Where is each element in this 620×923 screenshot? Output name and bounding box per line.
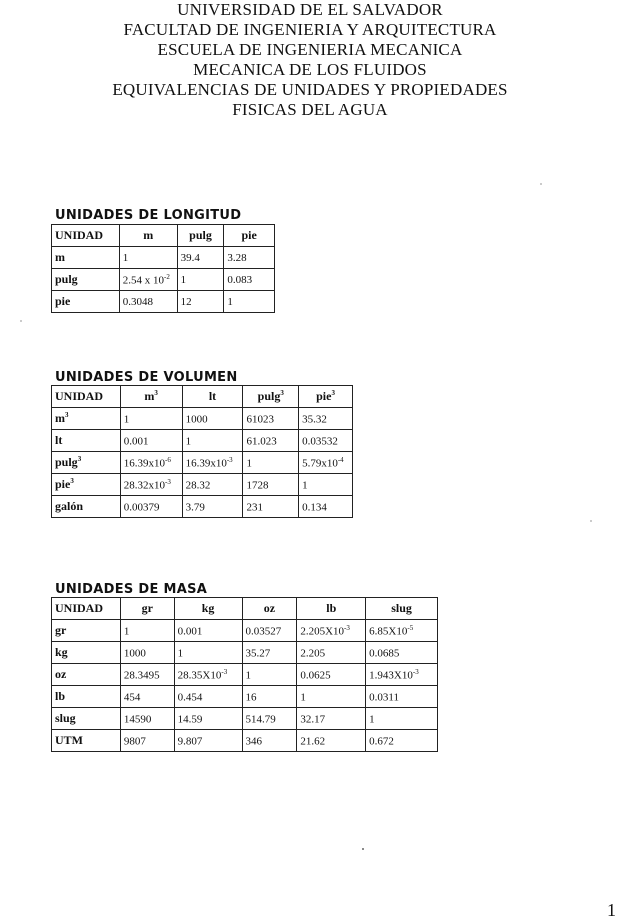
- header-line-university: UNIVERSIDAD DE EL SALVADOR: [177, 0, 443, 19]
- cell-value: 1: [369, 713, 375, 726]
- row-header-exponent: 3: [70, 477, 74, 485]
- table-longitud: [51, 224, 275, 313]
- table-cell: [299, 452, 353, 474]
- table-cell: [366, 708, 438, 730]
- table-cell: [120, 708, 174, 730]
- cell-value: 2.205X10: [300, 625, 345, 638]
- table-cell: [120, 408, 182, 430]
- cell-value: 0.00379: [123, 501, 160, 514]
- table-cell: [120, 664, 174, 686]
- row-header: UTM: [52, 730, 121, 752]
- cell-value: 0.001: [123, 435, 149, 448]
- column-header-exponent: 3: [331, 389, 335, 397]
- column-header: [299, 386, 353, 408]
- cell-value: 514.79: [245, 713, 276, 726]
- column-header: [243, 386, 299, 408]
- table-masa: [51, 597, 438, 752]
- table-cell: [120, 496, 182, 518]
- section-title-masa: UNIDADES DE MASA: [55, 582, 208, 597]
- table-cell: [297, 686, 366, 708]
- cell-exponent: -3: [412, 667, 419, 676]
- table-cell: [119, 269, 177, 291]
- row-header: gr: [52, 620, 121, 642]
- table-cell: 0.3048: [119, 291, 177, 313]
- row-header: [52, 408, 121, 430]
- column-header: lb: [297, 598, 366, 620]
- cell-value: 9.807: [177, 735, 203, 748]
- cell-value: 21.62: [300, 735, 326, 748]
- table-cell: [366, 642, 438, 664]
- column-header: pulg: [177, 225, 224, 247]
- column-header: kg: [174, 598, 242, 620]
- cell-exponent: -3: [344, 623, 350, 632]
- row-header-label: lt: [55, 433, 63, 447]
- table-row: [52, 620, 438, 642]
- column-header: UNIDAD: [52, 225, 120, 247]
- table-cell: [174, 708, 242, 730]
- cell-value: 1: [245, 669, 251, 682]
- cell-value: 1: [123, 625, 130, 638]
- cell-value: 9807: [123, 735, 146, 748]
- column-header: pie: [224, 225, 275, 247]
- table-cell: [366, 730, 438, 752]
- cell-value: 2.54 x 10: [122, 274, 164, 287]
- header-line-topic: EQUIVALENCIAS DE UNIDADES Y PROPIEDADES: [112, 80, 508, 99]
- table-header-row: [52, 386, 353, 408]
- cell-exponent: -4: [337, 455, 344, 464]
- table-cell: 1: [119, 247, 177, 269]
- cell-value: 16.39x10: [123, 457, 165, 470]
- table-cell: [174, 642, 242, 664]
- cell-exponent: -6: [164, 455, 171, 464]
- cell-value: 454: [123, 691, 141, 704]
- table-cell: 0.083: [224, 269, 275, 291]
- cell-value: 0.0685: [369, 647, 400, 660]
- table-row: [52, 474, 353, 496]
- row-header: [52, 496, 121, 518]
- column-header: oz: [242, 598, 297, 620]
- row-header-label: m: [55, 411, 65, 425]
- table-row: [52, 664, 438, 686]
- row-header: lb: [52, 686, 121, 708]
- table-cell: [297, 708, 366, 730]
- row-header: pie: [52, 291, 120, 313]
- cell-value: 28.32x10: [123, 479, 165, 492]
- scan-speck: [590, 520, 592, 522]
- column-header: [120, 386, 182, 408]
- cell-value: 1: [123, 413, 130, 426]
- table-cell: [174, 664, 242, 686]
- row-header: [52, 474, 121, 496]
- table-cell: 1: [224, 291, 275, 313]
- column-header-exponent: 3: [280, 389, 284, 397]
- cell-value: 5.79x10: [302, 457, 338, 470]
- cell-value: 0.672: [369, 735, 394, 748]
- table-cell: [120, 642, 174, 664]
- cell-exponent: -3: [221, 667, 228, 676]
- table-row: [52, 430, 353, 452]
- table-cell: [120, 730, 174, 752]
- table-row: [52, 408, 353, 430]
- row-header-label: pulg: [55, 455, 78, 469]
- cell-value: 28.32: [185, 479, 211, 492]
- section-title-volumen: UNIDADES DE VOLUMEN: [55, 370, 238, 385]
- table-cell: [297, 642, 366, 664]
- header-line-subtopic: FISICAS DEL AGUA: [232, 100, 388, 119]
- table-cell: [297, 620, 366, 642]
- table-cell: [182, 408, 243, 430]
- column-header-exponent: 3: [154, 389, 158, 397]
- scan-speck: [362, 848, 364, 850]
- table-cell: [299, 496, 353, 518]
- table-cell: [243, 408, 299, 430]
- cell-value: 1: [302, 479, 308, 492]
- column-header: UNIDAD: [52, 598, 121, 620]
- cell-value: 61.023: [246, 435, 277, 448]
- cell-value: 1: [246, 457, 252, 470]
- table-cell: [299, 408, 353, 430]
- cell-value: 0.0311: [369, 691, 399, 704]
- table-volumen: [51, 385, 353, 518]
- table-cell: [243, 452, 299, 474]
- table-cell: 1: [177, 269, 224, 291]
- table-cell: [242, 686, 297, 708]
- column-header-label: pulg: [257, 389, 281, 403]
- table-cell: [242, 730, 297, 752]
- table-cell: [174, 686, 242, 708]
- table-cell: [120, 474, 182, 496]
- page-number: 1: [607, 900, 616, 920]
- cell-value: 1: [185, 435, 192, 448]
- table-cell: [182, 496, 243, 518]
- table-header-row: [52, 225, 275, 247]
- table-row: [52, 269, 275, 291]
- cell-value: 35.27: [245, 647, 271, 660]
- table-cell: [243, 430, 299, 452]
- column-header-label: m: [144, 389, 155, 403]
- cell-value: 28.35X10: [177, 669, 222, 682]
- cell-exponent: -2: [164, 272, 170, 281]
- table-cell: [243, 496, 299, 518]
- table-cell: [297, 730, 366, 752]
- cell-value: 0.03527: [245, 625, 282, 638]
- cell-value: 1.943X10: [369, 669, 413, 682]
- table-cell: [174, 620, 242, 642]
- table-row: [52, 708, 438, 730]
- table-cell: [297, 664, 366, 686]
- row-header-label: galón: [55, 499, 84, 513]
- row-header: kg: [52, 642, 121, 664]
- table-cell: [120, 430, 182, 452]
- cell-value: 28.3495: [123, 669, 160, 682]
- table-cell: [242, 642, 297, 664]
- row-header: [52, 430, 121, 452]
- row-header: pulg: [52, 269, 120, 291]
- column-header: slug: [366, 598, 438, 620]
- table-row: [52, 730, 438, 752]
- table-row: [52, 686, 438, 708]
- table-cell: [242, 620, 297, 642]
- cell-value: 231: [246, 501, 263, 514]
- table-cell: [366, 620, 438, 642]
- table-cell: [299, 430, 353, 452]
- scan-speck: [540, 183, 542, 185]
- column-header-label: pie: [316, 389, 332, 403]
- cell-value: 3.79: [185, 501, 205, 514]
- table-cell: [120, 620, 174, 642]
- row-header-exponent: 3: [77, 455, 82, 463]
- table-cell: [182, 474, 243, 496]
- table-header-row: [52, 598, 438, 620]
- cell-value: 2.205: [300, 647, 326, 660]
- table-cell: 12: [177, 291, 224, 313]
- cell-value: 14.59: [177, 713, 203, 726]
- table-cell: 3.28: [224, 247, 275, 269]
- cell-value: 0.03532: [302, 435, 338, 448]
- table-cell: [182, 452, 243, 474]
- cell-value: 1000: [185, 413, 208, 426]
- cell-value: 16.39x10: [185, 457, 227, 470]
- cell-exponent: -5: [407, 623, 414, 632]
- row-header: [52, 452, 121, 474]
- cell-value: 1728: [246, 479, 269, 492]
- scan-speck: [20, 320, 22, 322]
- cell-value: 1000: [123, 647, 146, 660]
- table-cell: [174, 730, 242, 752]
- column-header: lt: [182, 386, 243, 408]
- cell-value: 0.454: [177, 691, 203, 704]
- cell-value: 16: [245, 691, 257, 704]
- cell-value: 1: [300, 691, 306, 704]
- header-line-faculty: FACULTAD DE INGENIERIA Y ARQUITECTURA: [123, 20, 497, 39]
- column-header: m: [119, 225, 177, 247]
- row-header-label: pie: [55, 477, 71, 491]
- table-cell: [182, 430, 243, 452]
- section-title-longitud: UNIDADES DE LONGITUD: [55, 208, 242, 223]
- table-cell: [299, 474, 353, 496]
- cell-value: 14590: [123, 713, 152, 726]
- table-row: [52, 291, 275, 313]
- table-cell: [242, 664, 297, 686]
- row-header: oz: [52, 664, 121, 686]
- cell-value: 0.134: [302, 501, 327, 514]
- cell-value: 35.32: [302, 413, 327, 426]
- table-row: [52, 642, 438, 664]
- table-cell: [120, 452, 182, 474]
- cell-value: 0.001: [177, 625, 203, 638]
- table-cell: [242, 708, 297, 730]
- column-header: gr: [120, 598, 174, 620]
- cell-exponent: -3: [226, 455, 233, 464]
- cell-exponent: -3: [164, 477, 171, 486]
- table-row: [52, 247, 275, 269]
- row-header: slug: [52, 708, 121, 730]
- header-line-course: MECANICA DE LOS FLUIDOS: [193, 60, 427, 79]
- table-cell: [366, 664, 438, 686]
- cell-value: 0.0625: [300, 669, 331, 682]
- header-line-school: ESCUELA DE INGENIERIA MECANICA: [157, 40, 463, 59]
- table-cell: [120, 686, 174, 708]
- row-header: m: [52, 247, 120, 269]
- table-row: [52, 452, 353, 474]
- table-cell: [243, 474, 299, 496]
- column-header: UNIDAD: [52, 386, 121, 408]
- cell-value: 346: [245, 735, 262, 748]
- cell-value: 61023: [246, 413, 274, 426]
- cell-value: 1: [177, 647, 184, 660]
- cell-value: 6.85X10: [369, 625, 408, 638]
- document-header: [0, 0, 620, 120]
- table-cell: [366, 686, 438, 708]
- table-row: [52, 496, 353, 518]
- cell-value: 32.17: [300, 713, 326, 726]
- row-header-exponent: 3: [65, 411, 69, 419]
- table-cell: 39.4: [177, 247, 224, 269]
